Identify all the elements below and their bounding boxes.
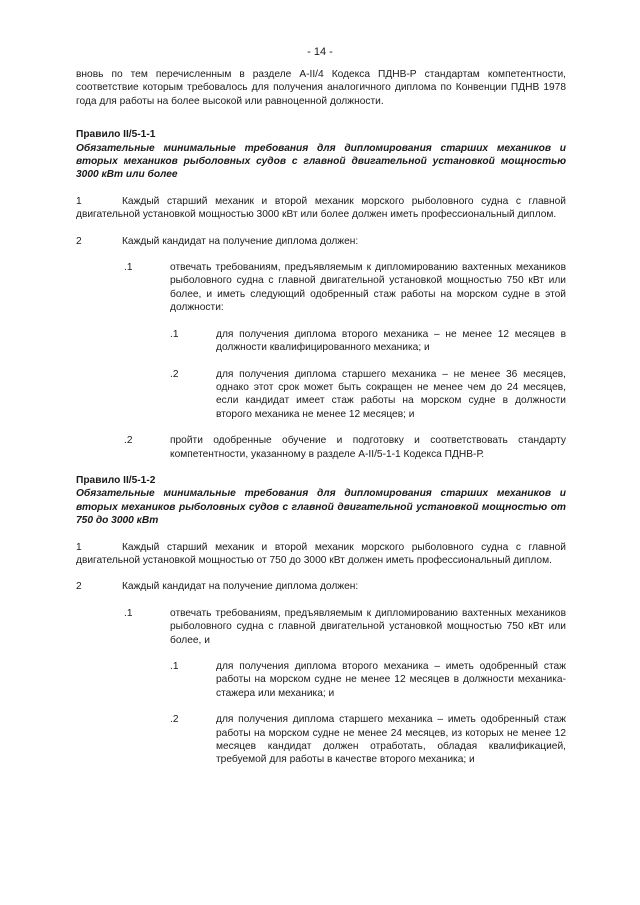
rule-2-title: Правило II/5-1-2 <box>76 474 156 486</box>
rule-2-item-1 <box>76 607 566 647</box>
subitem-text: для получения диплома старшего механика – иметь одобренный стаж работы на морском судне не менее 24 месяцев, из которых не менее 12 месяцев кандидат должен отработать, обладая квалификацией, требуемой для работы в качестве второго механика; и <box>216 714 566 766</box>
paragraph-number: 2 <box>76 235 82 247</box>
rule-1-paragraph-1 <box>76 195 566 222</box>
rule-1-subitem-1 <box>76 328 566 355</box>
rule-1-item-1 <box>76 261 566 315</box>
paragraph-number: 1 <box>76 541 82 553</box>
item-label: .1 <box>124 262 133 274</box>
paragraph-number: 1 <box>76 195 82 207</box>
rule-1-title: Правило II/5-1-1 <box>76 129 156 141</box>
rule-1-paragraph-2 <box>76 235 566 248</box>
item-text: отвечать требованиям, предъявляемым к дипломированию вахтенных механиков рыболовного судна с главной двигательной установкой мощностью 750 кВт или более, и <box>170 607 566 646</box>
rule-2-subitem-1 <box>76 660 566 700</box>
subitem-text: для получения диплома второго механика – не менее 12 месяцев в должности квалифицированного механика; и <box>216 328 566 354</box>
item-text: пройти одобренные обучение и подготовку и соответствовать стандарту компетентности, указанному в разделе A-II/5-1-1 Кодекса ПДНВ-Р. <box>170 435 566 460</box>
rule-2-paragraph-2 <box>76 580 566 593</box>
paragraph-text: Каждый кандидат на получение диплома должен: <box>122 581 359 593</box>
rule-1-subitem-2 <box>76 368 566 422</box>
page-content <box>76 68 566 767</box>
subitem-label: .2 <box>170 714 179 726</box>
subitem-label: .2 <box>170 368 179 380</box>
paragraph-number: 2 <box>76 581 82 593</box>
subitem-text: для получения диплома второго механика – иметь одобренный стаж работы на морском судне не менее 12 месяцев в должности механика-стажера или механика; и <box>216 661 566 699</box>
intro-paragraph: вновь по тем перечисленным в разделе A-II/4 Кодекса ПДНВ-Р стандартам компетентности, соответствие которым требовалось для получения аналогичного диплома по Конвенции ПДНВ 1978 года для работы на более высокой или равноценной должности. <box>76 69 566 107</box>
subitem-label: .1 <box>170 328 179 340</box>
rule-2-subtitle: Обязательные минимальные требования для дипломирования старших механиков и вторых механиков рыболовных судов с главной двигательной установкой мощностью от 750 до 3000 кВт <box>76 488 566 527</box>
paragraph-text: Каждый старший механик и второй механик морского рыболовного судна с главной двигательной установкой мощностью 3000 кВт или более должен иметь профессиональный диплом. <box>76 195 566 221</box>
item-text: отвечать требованиям, предъявляемым к дипломированию вахтенных механиков рыболовного судна с главной двигательной установкой мощностью 750 кВт или более, и иметь следующий одобренный стаж работы на морском судне в этой должности: <box>170 262 566 314</box>
subitem-label: .1 <box>170 661 179 672</box>
rule-2-subitem-2 <box>76 713 566 767</box>
paragraph-text: Каждый кандидат на получение диплома должен: <box>122 235 359 247</box>
rule-2-paragraph-1 <box>76 541 566 568</box>
rule-1-subtitle: Обязательные минимальные требования для дипломирования старших механиков и вторых механиков рыболовных судов с главной двигательной установкой мощностью 3000 кВт или более <box>76 142 566 181</box>
rule-1-item-2 <box>76 434 566 461</box>
subitem-text: для получения диплома старшего механика – не менее 36 месяцев, однако этот срок может быть сокращен не менее чем до 24 месяцев, если кандидат имеет стаж работы на морском судне в должности второго механика не менее 12 месяцев; и <box>216 368 566 420</box>
item-label: .2 <box>124 435 133 447</box>
page-number: - 14 - <box>307 46 333 58</box>
item-label: .1 <box>124 607 133 619</box>
paragraph-text: Каждый старший механик и второй механик морского рыболовного судна с главной двигательной установкой мощностью от 750 до 3000 кВт должен иметь профессиональный диплом. <box>76 541 566 566</box>
